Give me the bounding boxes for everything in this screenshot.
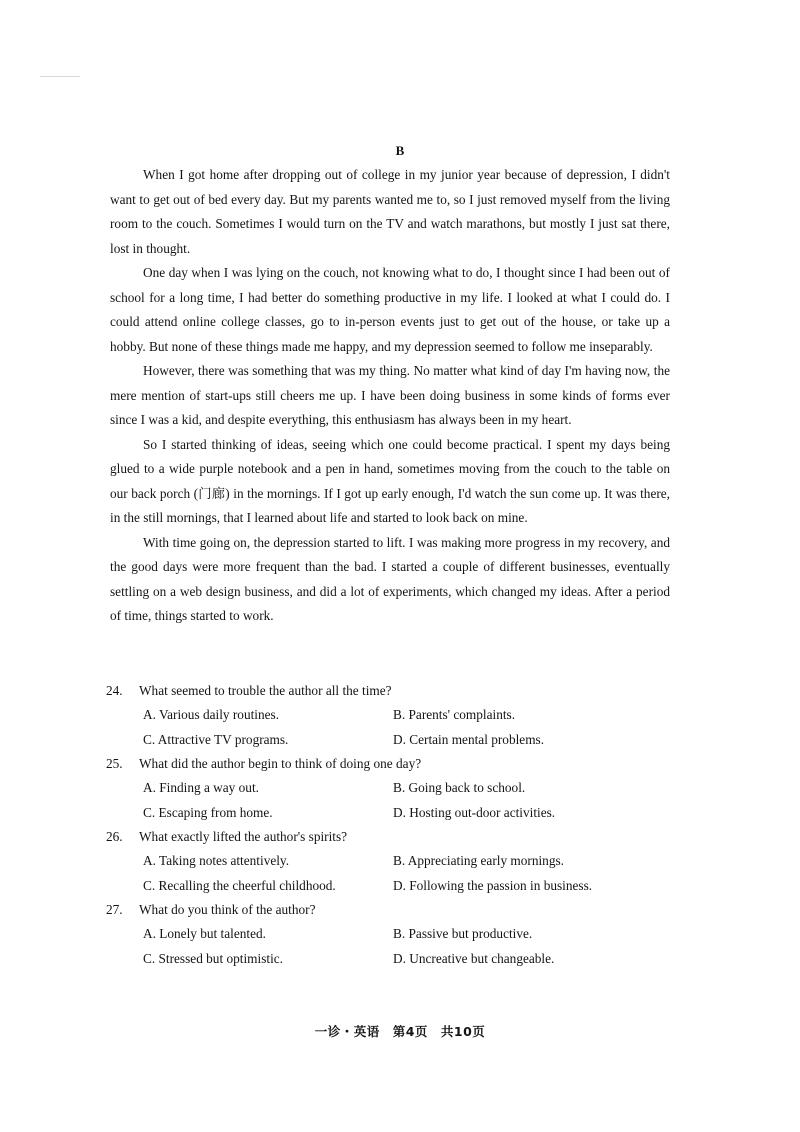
question-list [106, 679, 666, 971]
question-26 [106, 825, 666, 898]
question-stem [106, 679, 666, 703]
option-row [106, 801, 666, 826]
option-c[interactable]: C. Attractive TV programs. [143, 731, 289, 747]
question-stem [106, 752, 666, 776]
question-number: 27. [106, 902, 123, 917]
page-footer: 一诊・英语 第4页 共10页 [314, 1024, 486, 1039]
option-row [106, 922, 666, 947]
question-number: 24. [106, 683, 123, 698]
option-d[interactable]: D. Certain mental problems. [393, 731, 545, 747]
section-heading: B [395, 143, 405, 158]
option-a[interactable]: A. Various daily routines. [143, 707, 280, 722]
option-row [106, 776, 666, 801]
option-c[interactable]: C. Recalling the cheerful childhood. [143, 877, 336, 893]
option-row [106, 728, 666, 753]
option-c[interactable]: C. Escaping from home. [143, 804, 273, 820]
option-row [106, 849, 666, 874]
reading-passage [110, 163, 670, 629]
option-b[interactable]: B. Parents' complaints. [393, 707, 516, 722]
passage-paragraph-3: However, there was something that was my thing. No matter what kind of day I'm having now, the mere mention of start-ups still cheers me up. I have been doing business in some kinds of forms ever since I was a kid, and despite everything, this enthusiasm has always been in my heart. [110, 363, 670, 427]
option-c[interactable]: C. Stressed but optimistic. [143, 950, 283, 966]
question-24 [106, 679, 666, 752]
option-a[interactable]: A. Taking notes attentively. [143, 853, 290, 868]
question-text: What exactly lifted the author's spirits? [139, 829, 348, 844]
question-stem [106, 825, 666, 849]
passage-paragraph-5: With time going on, the depression started to lift. I was making more progress in my recovery, and the good days were more frequent than the bad. I started a couple of different businesses, eventually settling on a web design business, and did a lot of experiments, which changed my ideas. After a period of time, things started to work. [110, 534, 670, 623]
question-text: What seemed to trouble the author all the time? [139, 683, 392, 698]
passage-paragraph-1: When I got home after dropping out of college in my junior year because of depression, I didn't want to get out of bed every day. But my parents wanted me to, so I just removed myself from the living room to the couch. Sometimes I would turn on the TV and watch marathons, but mostly I just sat there, lost in thought. [110, 167, 670, 256]
question-text: What do you think of the author? [139, 902, 316, 917]
option-b[interactable]: B. Going back to school. [393, 780, 526, 795]
question-27 [106, 898, 666, 971]
passage-paragraph-4: So I started thinking of ideas, seeing which one could become practical. I spent my days being glued to a wide purple notebook and a pen in hand, sometimes moving from the couch to the table on our back porch (门廊) in the mornings. If I got up early enough, I'd watch the sun come up. It was there, in the still mornings, that I learned about life and started to look back on mine. [110, 436, 670, 525]
option-row [106, 874, 666, 899]
option-row [106, 947, 666, 972]
option-d[interactable]: D. Hosting out-door activities. [393, 804, 556, 820]
option-row [106, 703, 666, 728]
option-b[interactable]: B. Appreciating early mornings. [393, 853, 564, 868]
option-a[interactable]: A. Lonely but talented. [143, 926, 266, 941]
question-text: What did the author begin to think of doing one day? [139, 756, 422, 771]
option-a[interactable]: A. Finding a way out. [143, 780, 259, 795]
question-stem [106, 898, 666, 922]
option-d[interactable]: D. Following the passion in business. [393, 877, 593, 893]
scan-artifact [40, 76, 80, 77]
question-number: 26. [106, 829, 123, 844]
question-number: 25. [106, 756, 123, 771]
option-b[interactable]: B. Passive but productive. [393, 926, 533, 941]
question-25 [106, 752, 666, 825]
option-d[interactable]: D. Uncreative but changeable. [393, 950, 555, 966]
passage-paragraph-2: One day when I was lying on the couch, not knowing what to do, I thought since I had been out of school for a long time, I had better do something productive in my life. I looked at what I could do. I could attend online college classes, go to in-person events just to get out of the house, or take up a hobby. But none of these things made me happy, and my depression seemed to follow me inseparably. [110, 265, 670, 354]
